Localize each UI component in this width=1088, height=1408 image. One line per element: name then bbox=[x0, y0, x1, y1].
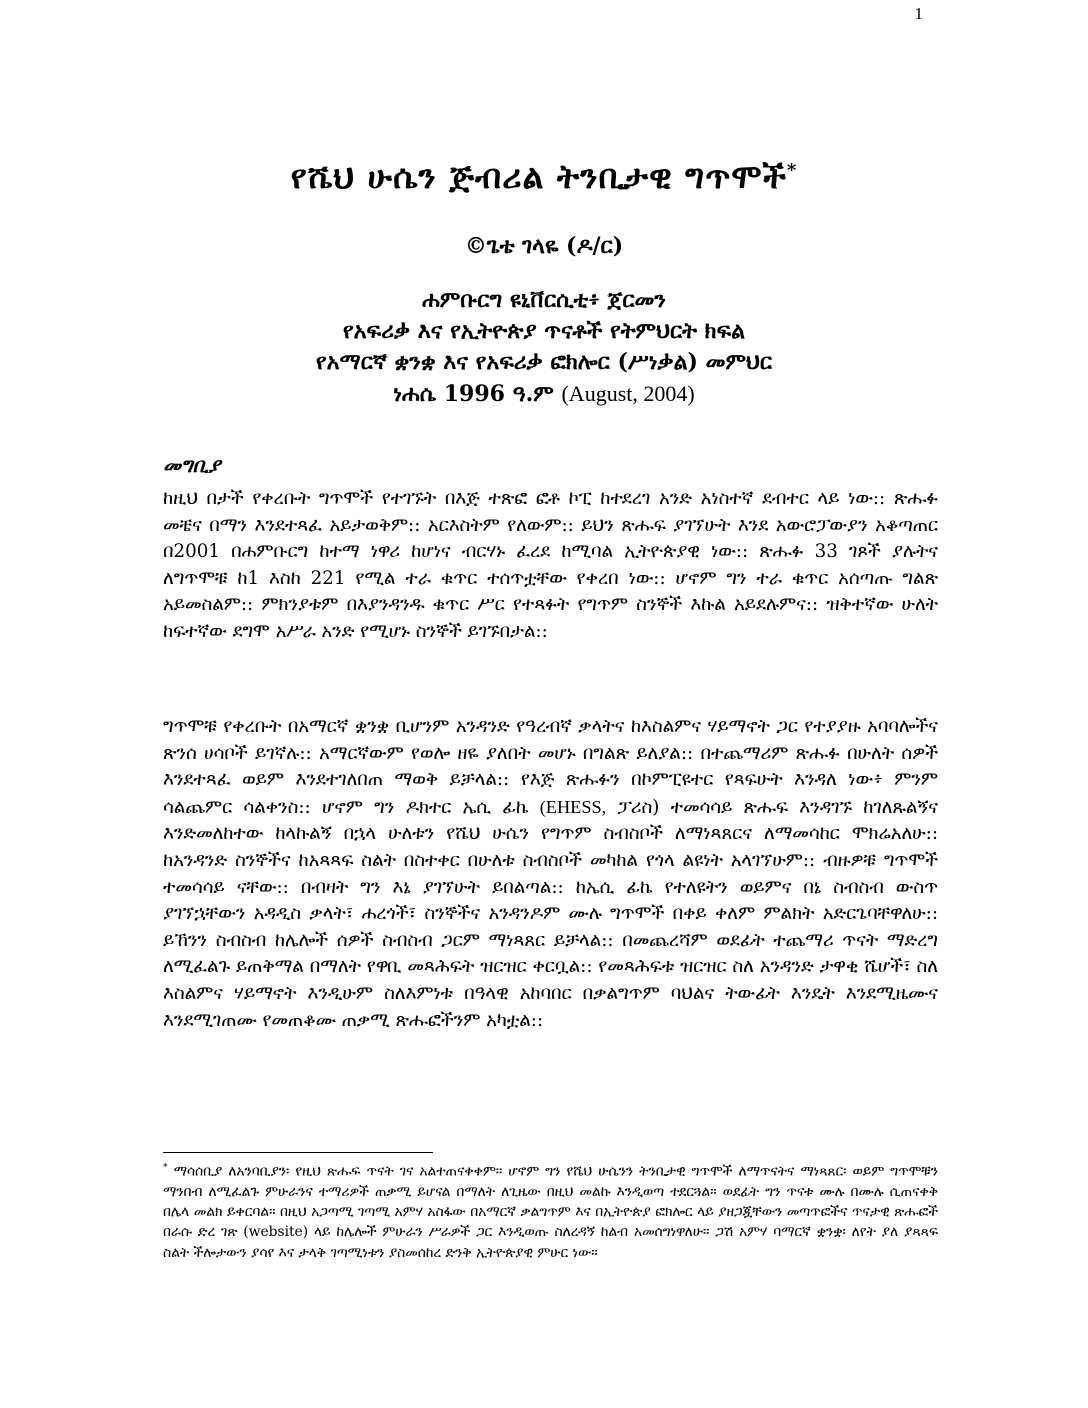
footnote-part-b: ላይ ከሌሎች ምሁራን ሥራዎች ጋር እንዲወጡ ስለረዳኝ ከልብ አመሰግነዋለሁ። ጋሽ አምሃ ባማርኛ ቋንቋ፡ ለየት ያለ ያጻጻፍ ስልት ችሎታውን ያሳየ እና ታላቅ ገጣሚነቱን ያስመሰከረ ድንቅ ኢትዮጵያዊ ምሁር ነው። bbox=[163, 1224, 938, 1261]
date-amharic: ነሐሴ 1996 ዓ.ም bbox=[393, 381, 554, 407]
footnote-part-a: ማሳሰቢያ ለአንባቢያን፡ የዚህ ጽሑፍ ጥናት ገና አልተጠናቀቀም። ሆኖም ግን የሼህ ሁሴንን ትንቢታዊ ግጥሞች ለማጥናትና ማነጻጸር፡ ወይም ግጥሞቹን ማንበብ ለሚፈልጉ ምሁራንና ተማሪዎች ጠቃሚ ይሆናል በማለት ለጊዜው በዚህ መልኩ እንዲወጣ ተደርጓል። ወደፊት ግን ጥናቱ ሙሉ በሙሉ ሲጠናቀቅ በሌላ መልክ ይቀርባል። በዚህ አጋጣሚ ገጣሚ አምሃ አስፋው በአማርኛ ቃልግጥም እና በኢትዮጵያ ፎክሎር ላይ ያዘጋጇቸውን መጣጥፎችና ጥናታዊ ጽሑፎች በራሱ ድረ ገጽ bbox=[163, 1163, 938, 1241]
affiliation-line-department: የአፍሪቃ እና የኢትዮጵያ ጥናቶች የትምህርት ክፍል bbox=[342, 318, 746, 344]
author: ©ጌቴ ገላዬ (ዶ/ር) bbox=[464, 233, 624, 259]
page-number: 1 bbox=[914, 4, 923, 23]
footnote-latin: (website) bbox=[243, 1224, 309, 1241]
section-heading-introduction: መግቢያ bbox=[163, 453, 221, 477]
title-footnote-marker[interactable]: * bbox=[786, 160, 798, 181]
affiliation-date bbox=[0, 378, 1088, 410]
paragraph-2-part-b: ፓሪስ) ተመሳሳይ ጽሑፍ እንዳገኙ ከገለጹልኝና እንድመለከተው ከላኩልኝ በኋላ ሁለቱን የሼህ ሁሴን የግጥም ስብስቦች ለማነጻጸርና ለማመሳከር ሞክሬአለሁ:: ከአንዳንድ ስንኞችና ከአጻጻፍ ስልት በስተቀር በሁለቱ ስብስቦች መካከል የጎላ ልዩነት አላገኘሁም:: ብዙዎቹ ግጥሞች ተመሳሳይ ናቸው:: በብዛት ግን እኔ ያገኘሁት ይበልጣል:: ከኤሲ ፊኬ የተለዩትን ወይምና በኔ ስብስብ ውስጥ ያገኘኋቸውን አዳዲስ ቃላት፣ ሐረጎች፣ ስንኞችና አንዳንዶም ሙሉ ግጥሞች በቀይ ቀለም ምልክት አድርጌባቸዋለሁ:: ይኸንን ስብስብ ከሌሎች ሰዎች ስብስብ ጋርም ማነጻጸር ይቻላል:: በመጨረሻም ወደፊት ተጨማሪ ጥናት ማድረግ ለሚፈልጉ ይጠቅማል በማለት የዋቢ መጻሕፍት ዝርዝር ቀርቧል:: የመጻሕፍቱ ዝርዝር ስለ አንዳንድ ታዋቂ ሼሆች፣ ስለ እስልምና ሃይማኖት እንዲሁም ስለእምነቱ በዓላዊ አከባበር በቃልግጥም ባህልና ትውፊት እንዴት እንደሚዜሙና እንደሚገጠሙ የመጠቆሙ ጠቃሚ ጽሑፎችንም አካቷል:: bbox=[163, 796, 938, 1031]
paragraph-2-latin: (EHESS, bbox=[539, 796, 607, 817]
footnote-divider bbox=[163, 1152, 433, 1153]
paragraph-2 bbox=[163, 714, 938, 1034]
footnote-marker: * bbox=[163, 1163, 168, 1173]
date-latin: (August, 2004) bbox=[561, 381, 695, 406]
affiliation-line-university: ሐምቡርግ ዩኒቨርሲቲ፥ ጀርመን bbox=[422, 287, 666, 313]
title-text: የሼህ ሁሴን ጅብሪል ትንቢታዊ ግጥሞች bbox=[290, 157, 787, 196]
document-title bbox=[0, 157, 1088, 197]
paragraph-2-part-a: ግጥሞቹ የቀረቡት በአማርኛ ቋንቋ ቢሆንም አንዳንድ የዓረብኛ ቃላትና ከእስልምና ሃይማኖት ጋር የተያያዙ አባባሎችና ጽንሰ ሀሳቦች ይገኛሉ:: አማርኛውም የወሎ ዘዬ ያለበት መሆኑ በግልጽ ይለያል:: በተጨማሪም ጽሑፉ በሁለት ሰዎች እንደተጻፈ ወይም እንደተገለበጠ ማወቅ ይቻላል:: የእጅ ጽሑፉን በኮምፒዩተር የጻፍሁት እንዳለ ነው፥ ምንም ሳልጨምር ሳልቀንስ:: ሆኖም ግን ዶክተር ኤሲ ፊኬ bbox=[163, 716, 938, 818]
paragraph-1: ከዚህ በታች የቀረቡት ግጥሞች የተገኙት በእጅ ተጽፎ ፎቶ ኮፒ ከተደረገ አንድ አነስተኛ ደብተር ላይ ነው:: ጽሑፉ መቼና በማን እንደተጻፈ አይታወቅም:: አርእስትም የለውም:: ይህን ጽሑፍ ያገኘሁት እንደ አውሮፓውያን አቆጣጠር በ2001 በሐምቡርግ ከተማ ነዋሪ ከሆነና ብርሃኑ ፈረደ ከሚባል ኢትዮጵያዊ ነው:: ጽሑፉ 33 ገጾች ያሉትና ለግጥሞቹ ከ1 እስከ 221 የሚል ተራ ቁጥር ተሰጥቷቸው የቀረበ ነው:: ሆኖም ግን ተራ ቁጥር አሰጣጡ ግልጽ አይመስልም:: ምክንያቱም በእያንዳንዱ ቁጥር ሥር የተጻፉት የግጥም ስንኞች እኩል አይደሉምና:: ዝቅተኛው ሁለት ከፍተኛው ደግሞ አሥራ አንድ የሚሆኑ ስንኞች ይገኙበታል:: bbox=[163, 488, 938, 642]
affiliation-block bbox=[0, 285, 1088, 410]
affiliation-line-position: የአማርኛ ቋንቋ እና የአፍሪቃ ፎክሎር (ሥነቃል) መምህር bbox=[315, 349, 773, 375]
footnote bbox=[163, 1158, 938, 1263]
